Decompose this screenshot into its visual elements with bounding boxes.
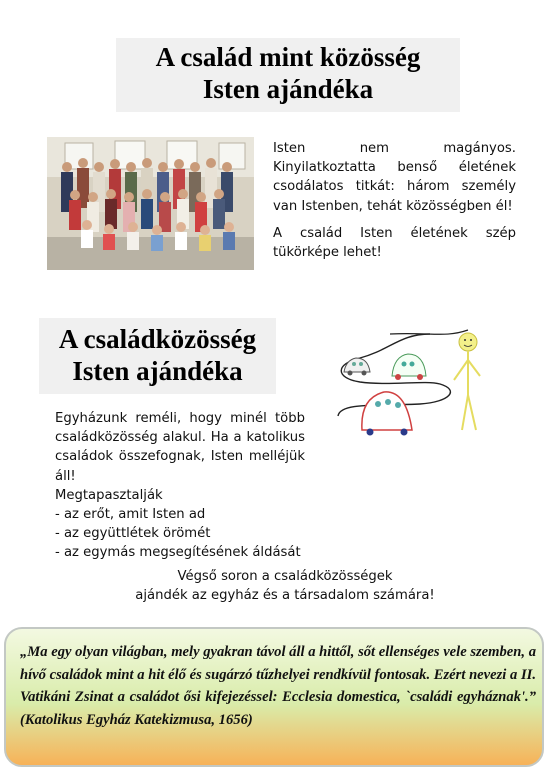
community-paragraph: Egyházunk reméli, hogy minél több családközösség alakul. Ha a katolikus családok összefognak, Isten melléjük áll!	[55, 411, 305, 484]
catechism-quote: „Ma egy olyan világban, mely gyakran távol áll a hittől, sőt ellenséges vele szemben, a hívő családok mint a hit élő és sugárzó tűzhelyei rendkívül fontosak. Ezért nevezi a II. Vatikáni Zsinat a családot ősi kifejezéssel: Ecclesia domestica, `családi egyháznak'.” (Katolikus Egyház Katekizmusa, 1656)	[20, 644, 536, 728]
community-lead: Megtapasztalják	[55, 487, 163, 503]
page-title	[116, 38, 460, 112]
intro-paragraph-1: Isten nem magányos. Kinyilatkoztatta benső életének csodálatos titkát: három személy van Istenben, tehát közösségben él!	[273, 141, 516, 214]
closing-line-2: ajándék az egyház és a társadalom számára!	[135, 588, 435, 604]
page-title-line-1: A család mint közösség	[155, 42, 421, 72]
group-photo-illustration	[47, 137, 254, 270]
list-item: - az együttlétek örömét	[55, 526, 211, 542]
group-photo	[47, 137, 254, 270]
community-text	[55, 409, 305, 563]
intro-paragraph-2: A család Isten életének szép tükörképe lehet!	[273, 225, 516, 261]
family-cars-illustration	[330, 320, 500, 445]
page-title-line-2: Isten ajándéka	[202, 73, 374, 104]
section-title-line-1: A családközösség	[58, 324, 257, 354]
list-item: - az egymás megsegítésének áldását	[55, 545, 301, 561]
closing-text	[110, 567, 460, 605]
closing-line-1: Végső soron a családközösségek	[177, 569, 393, 584]
quote-box	[4, 627, 544, 767]
benefits-list	[55, 505, 305, 563]
section-title-line-2: Isten ajándéka	[72, 355, 243, 386]
section-title	[39, 318, 276, 394]
intro-text	[273, 139, 516, 262]
list-item: - az erőt, amit Isten ad	[55, 507, 206, 523]
